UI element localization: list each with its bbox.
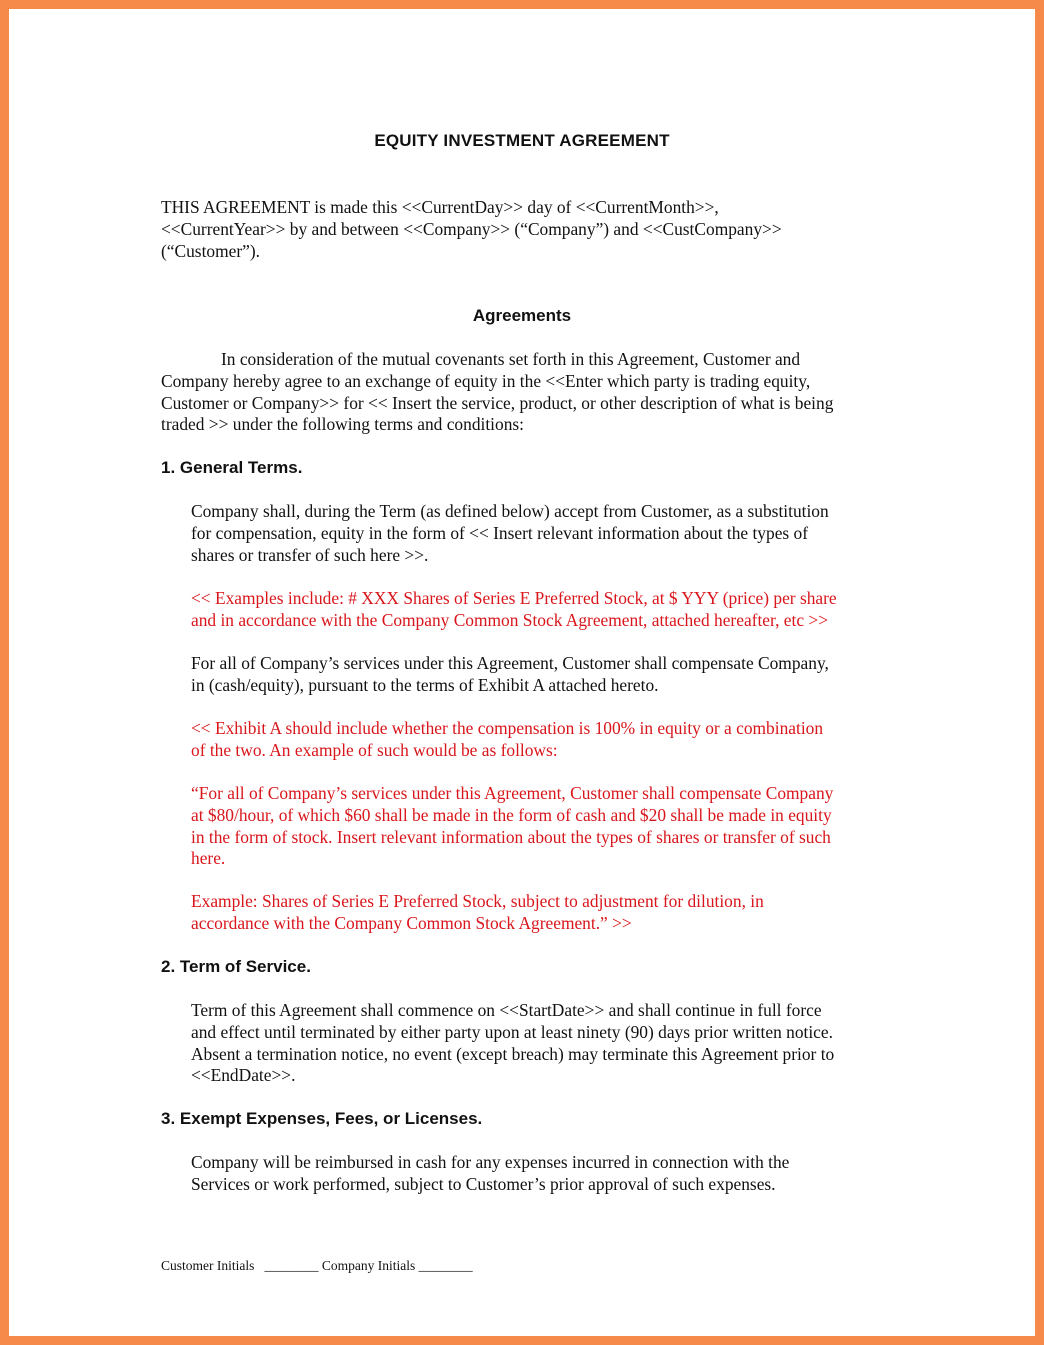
agreements-heading: Agreements xyxy=(472,306,572,325)
paragraph-line: <<EndDate>>. xyxy=(191,1065,296,1086)
section-1-paragraph-1 xyxy=(191,501,829,566)
paragraph-line: Company will be reimbursed in cash for any expenses incurred in connection with the xyxy=(191,1152,790,1172)
agreements-line: Company hereby agree to an exchange of equity in the <<Enter which party is trading equity, xyxy=(161,370,811,391)
agreements-line: Customer or Company>> for << Insert the service, product, or other description of what is being xyxy=(161,392,834,413)
section-2-heading: 2. Term of Service. xyxy=(161,957,311,976)
agreements-line: traded >> under the following terms and conditions: xyxy=(161,414,525,435)
paragraph-line: For all of Company’s services under this Agreement, Customer shall compensate Company, xyxy=(191,653,829,673)
example-shares-note xyxy=(191,891,764,935)
paragraph-line: Company shall, during the Term (as defined below) accept from Customer, as a substitution xyxy=(191,501,829,521)
section-1-heading: 1. General Terms. xyxy=(161,458,303,477)
intro-line: (“Customer”). xyxy=(161,240,260,261)
section-1-paragraph-3 xyxy=(191,653,829,697)
paragraph-line: shares or transfer of such here >>. xyxy=(191,544,429,565)
paragraph-line: and effect until terminated by either party upon at least ninety (90) days prior written notice. xyxy=(191,1021,833,1042)
document-title: EQUITY INVESTMENT AGREEMENT xyxy=(374,131,670,150)
note-line: “For all of Company’s services under this Agreement, Customer shall compensate Company xyxy=(191,783,834,803)
paragraph-line: Absent a termination notice, no event (except breach) may terminate this Agreement prior to xyxy=(191,1043,835,1064)
initials-footer: Customer Initials ________ Company Initials ________ xyxy=(161,1258,473,1273)
section-3-heading: 3. Exempt Expenses, Fees, or Licenses. xyxy=(161,1109,483,1128)
note-line: accordance with the Company Common Stock Agreement.” >> xyxy=(191,912,632,933)
section-2-paragraph xyxy=(191,1000,834,1087)
agreements-line: In consideration of the mutual covenants set forth in this Agreement, Customer and xyxy=(221,349,801,369)
paragraph-line: Services or work performed, subject to Customer’s prior approval of such expenses. xyxy=(191,1173,776,1194)
section-3-paragraph xyxy=(191,1152,789,1196)
note-line: at $80/hour, of which $60 shall be made in the form of cash and $20 shall be made in equity xyxy=(191,804,832,825)
note-line: << Examples include: # XXX Shares of Series E Preferred Stock, at $ YYY (price) per share xyxy=(191,588,837,608)
intro-line: <<CurrentYear>> by and between <<Company>> (“Company”) and <<CustCompany>> xyxy=(161,218,782,239)
note-line: of the two. An example of such would be as follows: xyxy=(191,739,558,760)
note-line: in the form of stock. Insert relevant information about the types of shares or transfer of such xyxy=(191,826,831,847)
paragraph-line: in (cash/equity), pursuant to the terms of Exhibit A attached hereto. xyxy=(191,674,659,695)
exhibit-note xyxy=(191,718,823,762)
note-line: here. xyxy=(191,848,226,869)
note-line: << Exhibit A should include whether the compensation is 100% in equity or a combination xyxy=(191,718,824,738)
examples-note xyxy=(191,588,837,632)
example-quote-note xyxy=(191,783,833,870)
paragraph-line: Term of this Agreement shall commence on <<StartDate>> and shall continue in full force xyxy=(191,1000,822,1020)
intro-paragraph xyxy=(161,197,782,262)
agreements-paragraph xyxy=(161,349,833,436)
note-line: Example: Shares of Series E Preferred Stock, subject to adjustment for dilution, in xyxy=(191,891,764,911)
note-line: and in accordance with the Company Common Stock Agreement, attached hereafter, etc >> xyxy=(191,609,829,630)
paragraph-line: for compensation, equity in the form of << Insert relevant information about the types of xyxy=(191,522,809,543)
intro-line: THIS AGREEMENT is made this <<CurrentDay>> day of <<CurrentMonth>>, xyxy=(161,197,719,217)
